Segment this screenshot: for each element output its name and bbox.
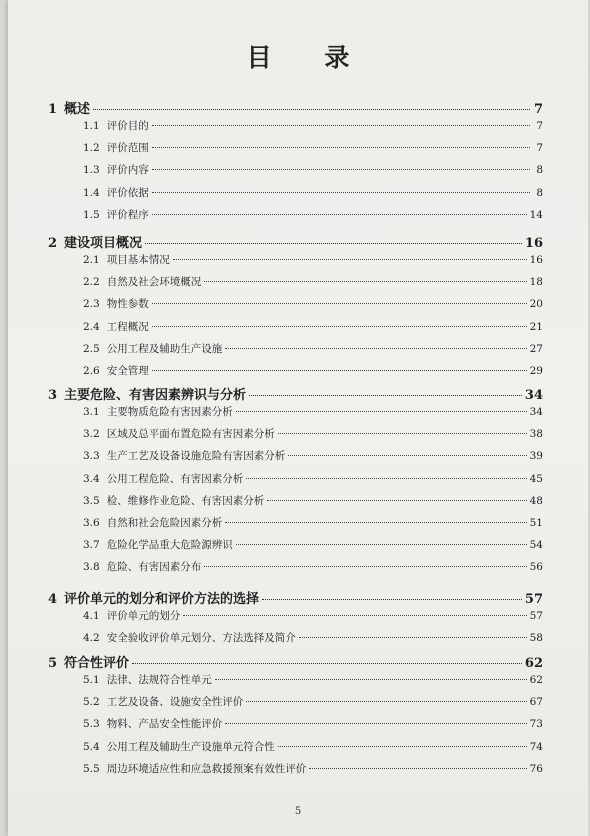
toc-entry-title: 检、维修作业危险、有害因素分析	[106, 494, 265, 507]
toc-entry-page: 8	[536, 164, 543, 177]
dot-leader	[152, 147, 530, 148]
dot-leader	[145, 243, 522, 244]
dot-leader	[215, 679, 527, 680]
toc-entry-number: 1.1	[83, 120, 100, 132]
toc-entry-page: 67	[529, 696, 543, 709]
toc-entry-page: 7	[536, 120, 543, 132]
toc-entry-number: 4.2	[83, 632, 100, 645]
toc-entry-number: 2.6	[83, 365, 100, 377]
toc-entry-number: 5.3	[83, 718, 100, 731]
dot-leader	[309, 768, 526, 769]
toc-entry-number: 3	[48, 388, 58, 403]
toc-entry-page: 39	[529, 450, 543, 463]
toc-entry-title: 评价内容	[106, 164, 149, 177]
dot-leader	[183, 615, 526, 616]
toc-entry-page: 20	[529, 298, 543, 311]
toc-entry-number: 2.2	[83, 276, 100, 289]
dot-leader	[93, 109, 530, 110]
dot-leader	[152, 169, 530, 170]
page-number: 5	[294, 806, 302, 817]
toc-section-entry	[83, 559, 543, 574]
toc-entry-page: 18	[529, 276, 543, 289]
toc-entry-page: 54	[529, 539, 543, 552]
toc-section-entry	[83, 716, 543, 731]
toc-entry-title: 主要危险、有害因素辨识与分析	[64, 388, 247, 403]
toc-entry-title: 区域及总平面布置危险有害因素分析	[106, 428, 275, 441]
toc-entry-number: 3.2	[83, 428, 100, 441]
toc-entry-number: 5	[48, 656, 58, 671]
toc-entry-title: 项目基本情况	[106, 254, 170, 266]
table-of-contents	[8, 0, 588, 836]
toc-entry-title: 评价单元的划分	[106, 610, 181, 622]
toc-section-entry	[83, 448, 543, 463]
toc-section-entry	[83, 739, 543, 754]
toc-section-entry	[83, 672, 543, 687]
toc-entry-page: 14	[529, 208, 543, 221]
dot-leader	[246, 701, 526, 702]
toc-section-entry	[83, 140, 543, 155]
toc-entry-title: 主要物质危险有害因素分析	[106, 406, 233, 418]
toc-entry-title: 物料、产品安全性能评价	[106, 718, 223, 731]
toc-entry-page: 51	[529, 517, 543, 529]
toc-entry-page: 38	[529, 428, 543, 441]
toc-chapter-entry	[48, 588, 543, 607]
toc-section-entry	[83, 608, 543, 623]
dot-leader	[152, 326, 527, 327]
toc-entry-title: 评价程序	[106, 208, 149, 221]
toc-chapter-entry	[48, 232, 543, 251]
dot-leader	[236, 411, 527, 412]
toc-entry-number: 1.3	[83, 164, 100, 177]
toc-entry-number: 5.4	[83, 740, 100, 753]
dot-leader	[132, 663, 522, 664]
toc-entry-title: 工艺及设备、设施安全性评价	[106, 696, 244, 709]
dot-leader	[152, 125, 530, 126]
toc-entry-page: 57	[529, 610, 543, 622]
toc-entry-number: 2.3	[83, 298, 100, 311]
dot-leader	[299, 637, 527, 638]
dot-leader	[225, 348, 526, 349]
dot-leader	[278, 746, 527, 747]
toc-entry-title: 公用工程及辅助生产设施单元符合性	[106, 740, 275, 753]
dot-leader	[152, 303, 527, 304]
document-page	[8, 0, 588, 836]
toc-entry-number: 1.4	[83, 186, 100, 199]
toc-section-entry	[83, 207, 543, 222]
dot-leader	[225, 522, 526, 523]
toc-entry-number: 5.1	[83, 674, 100, 686]
toc-entry-page: 7	[536, 142, 543, 155]
toc-section-entry	[83, 515, 543, 530]
toc-entry-number: 2.5	[83, 342, 100, 355]
toc-entry-number: 5.2	[83, 696, 100, 709]
toc-entry-number: 2	[48, 236, 58, 251]
toc-entry-page: 21	[529, 320, 543, 333]
toc-entry-number: 2.4	[83, 320, 100, 333]
toc-entry-title: 评价范围	[106, 142, 149, 155]
toc-entry-page: 73	[529, 718, 543, 731]
toc-entry-number: 1.2	[83, 142, 100, 155]
toc-entry-page: 34	[524, 388, 543, 403]
toc-chapter-entry	[48, 98, 543, 117]
toc-section-entry	[83, 493, 543, 508]
dot-leader	[152, 370, 527, 371]
toc-entry-page: 48	[529, 494, 543, 507]
toc-section-entry	[83, 471, 543, 486]
toc-entry-number: 3.5	[83, 494, 100, 507]
toc-entry-title: 概述	[64, 102, 91, 117]
toc-entry-title: 建设项目概况	[64, 236, 143, 251]
toc-entry-number: 3.8	[83, 561, 100, 574]
toc-entry-number: 3.7	[83, 539, 100, 552]
toc-section-entry	[83, 341, 543, 356]
toc-entry-title: 安全管理	[106, 365, 149, 377]
toc-section-entry	[83, 118, 543, 133]
toc-entry-title: 公用工程及辅助生产设施	[106, 342, 223, 355]
toc-entry-number: 4.1	[83, 610, 100, 622]
toc-entry-page: 27	[529, 342, 543, 355]
toc-entry-page: 62	[524, 656, 543, 671]
dot-leader	[246, 478, 526, 479]
toc-entry-title: 周边环境适应性和应急救援预案有效性评价	[106, 762, 307, 775]
toc-entry-page: 45	[529, 472, 543, 485]
toc-entry-number: 1.5	[83, 208, 100, 221]
toc-section-entry	[83, 162, 543, 177]
toc-section-entry	[83, 252, 543, 267]
dot-leader	[225, 723, 526, 724]
toc-section-entry	[83, 274, 543, 289]
toc-entry-title: 工程概况	[106, 320, 149, 333]
dot-leader	[152, 214, 527, 215]
toc-entry-number: 3.4	[83, 472, 100, 485]
toc-entry-title: 物性参数	[106, 298, 149, 311]
toc-entry-number: 4	[48, 592, 58, 607]
dot-leader	[173, 259, 527, 260]
toc-entry-title: 自然和社会危险因素分析	[106, 517, 223, 529]
toc-entry-number: 1	[48, 102, 58, 117]
toc-entry-page: 62	[529, 674, 543, 686]
toc-chapter-entry	[48, 384, 543, 403]
dot-leader	[152, 192, 530, 193]
toc-entry-number: 3.1	[83, 406, 100, 418]
toc-entry-title: 评价依据	[106, 186, 149, 199]
toc-section-entry	[83, 537, 543, 552]
toc-entry-page: 16	[524, 236, 543, 251]
toc-entry-title: 生产工艺及设备设施危险有害因素分析	[106, 450, 286, 463]
dot-leader	[288, 455, 526, 456]
toc-entry-page: 29	[529, 365, 543, 377]
toc-entry-number: 2.1	[83, 254, 100, 266]
dot-leader	[249, 395, 522, 396]
toc-entry-number: 5.5	[83, 762, 100, 775]
toc-entry-page: 57	[524, 592, 543, 607]
toc-entry-title: 公用工程危险、有害因素分析	[106, 472, 244, 485]
dot-leader	[278, 433, 527, 434]
toc-section-entry	[83, 694, 543, 709]
toc-entry-title: 符合性评价	[64, 656, 130, 671]
toc-section-entry	[83, 404, 543, 419]
toc-entry-number: 3.3	[83, 450, 100, 463]
dot-leader	[262, 599, 522, 600]
dot-leader	[204, 566, 526, 567]
toc-chapter-entry	[48, 652, 543, 671]
toc-entry-page: 16	[529, 254, 543, 266]
toc-section-entry	[83, 363, 543, 378]
toc-entry-page: 76	[529, 762, 543, 775]
toc-entry-page: 74	[529, 740, 543, 753]
toc-entry-title: 自然及社会环境概况	[106, 276, 202, 289]
dot-leader	[236, 544, 527, 545]
page-title: 目 录	[246, 43, 372, 72]
toc-entry-number: 3.6	[83, 517, 100, 529]
toc-entry-page: 7	[533, 102, 543, 117]
toc-entry-title: 评价目的	[106, 120, 149, 132]
toc-entry-page: 34	[529, 406, 543, 418]
dot-leader	[267, 500, 526, 501]
toc-section-entry	[83, 319, 543, 334]
toc-entry-title: 法律、法规符合性单元	[106, 674, 212, 686]
toc-entry-title: 安全验收评价单元划分、方法选择及简介	[106, 632, 296, 645]
toc-entry-page: 58	[529, 632, 543, 645]
toc-section-entry	[83, 630, 543, 645]
toc-entry-title: 危险化学品重大危险源辨识	[106, 539, 233, 552]
toc-entry-title: 评价单元的划分和评价方法的选择	[64, 592, 260, 607]
toc-section-entry	[83, 426, 543, 441]
toc-entry-title: 危险、有害因素分布	[106, 561, 202, 574]
toc-entry-page: 8	[536, 186, 543, 199]
toc-section-entry	[83, 185, 543, 200]
dot-leader	[204, 281, 526, 282]
toc-section-entry	[83, 761, 543, 776]
toc-entry-page: 56	[529, 561, 543, 574]
toc-section-entry	[83, 296, 543, 311]
